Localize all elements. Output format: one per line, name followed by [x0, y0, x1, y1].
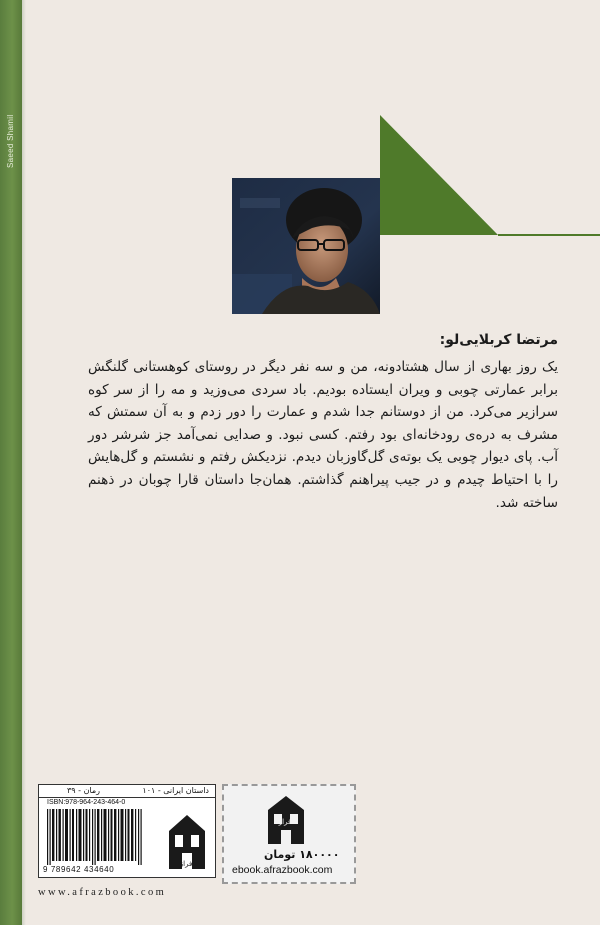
book-spine: [0, 0, 22, 925]
barcode-digits: 9 789642 434640: [43, 865, 115, 874]
series-info: [39, 785, 215, 798]
category-label: رمان - ۳۹: [67, 786, 101, 795]
spine-edge: [22, 0, 26, 925]
ebook-site: ebook.afrazbook.com: [232, 864, 333, 876]
series-label: داستان ایرانی - ۱۰۱: [142, 786, 209, 795]
price-label: ۱۸۰۰۰۰ تومان: [264, 848, 340, 861]
blurb-paragraph: یک روز بهاری از سال هشتادونه، من و سه نفر دیگر در روستای کوهستانی گلنگش برابر عمارتی چوبی و ویران ایستاده بودیم. باد سردی می‌وزید و مه را از سر کوه سرازیر می‌کرد. من از دوستانم جدا شدم و عمارت را دور زدم و به آن سمتش که مشرف به دره‌ی رودخانه‌ای بود رفتم. کسی نبود. و صدایی نمی‌آمد جز شرشر دور آب. پای دیوار چوبی یک بوته‌ی گل‌گاوزبان دیدم. نزدیکش رفتم و نشستم و گل‌هایش را با احتیاط چیدم و در جیب پیراهنم گذاشتم. همان‌جا داستان قارا چوبان در ذهنم ساخته شد.: [88, 359, 558, 511]
back-cover-blurb: [88, 356, 558, 514]
barcode-panel: [38, 784, 216, 878]
publisher-website[interactable]: www.afrazbook.com: [38, 887, 167, 898]
logo-text-small: افراز: [179, 860, 195, 868]
barcode-icon: [45, 809, 145, 865]
author-name: مرتضا کربلایی‌لو:: [439, 332, 558, 348]
author-photo: [232, 178, 380, 314]
publisher-logo-icon: [264, 794, 308, 846]
price-sticker: [222, 784, 356, 884]
green-triangle-decoration: [370, 60, 600, 250]
logo-text: افراز: [278, 818, 294, 826]
spine-credit: Saeed Shamil: [6, 114, 15, 168]
isbn-number: ISBN:978-964-243-464-0: [47, 799, 126, 806]
publisher-logo-icon: [165, 813, 209, 871]
